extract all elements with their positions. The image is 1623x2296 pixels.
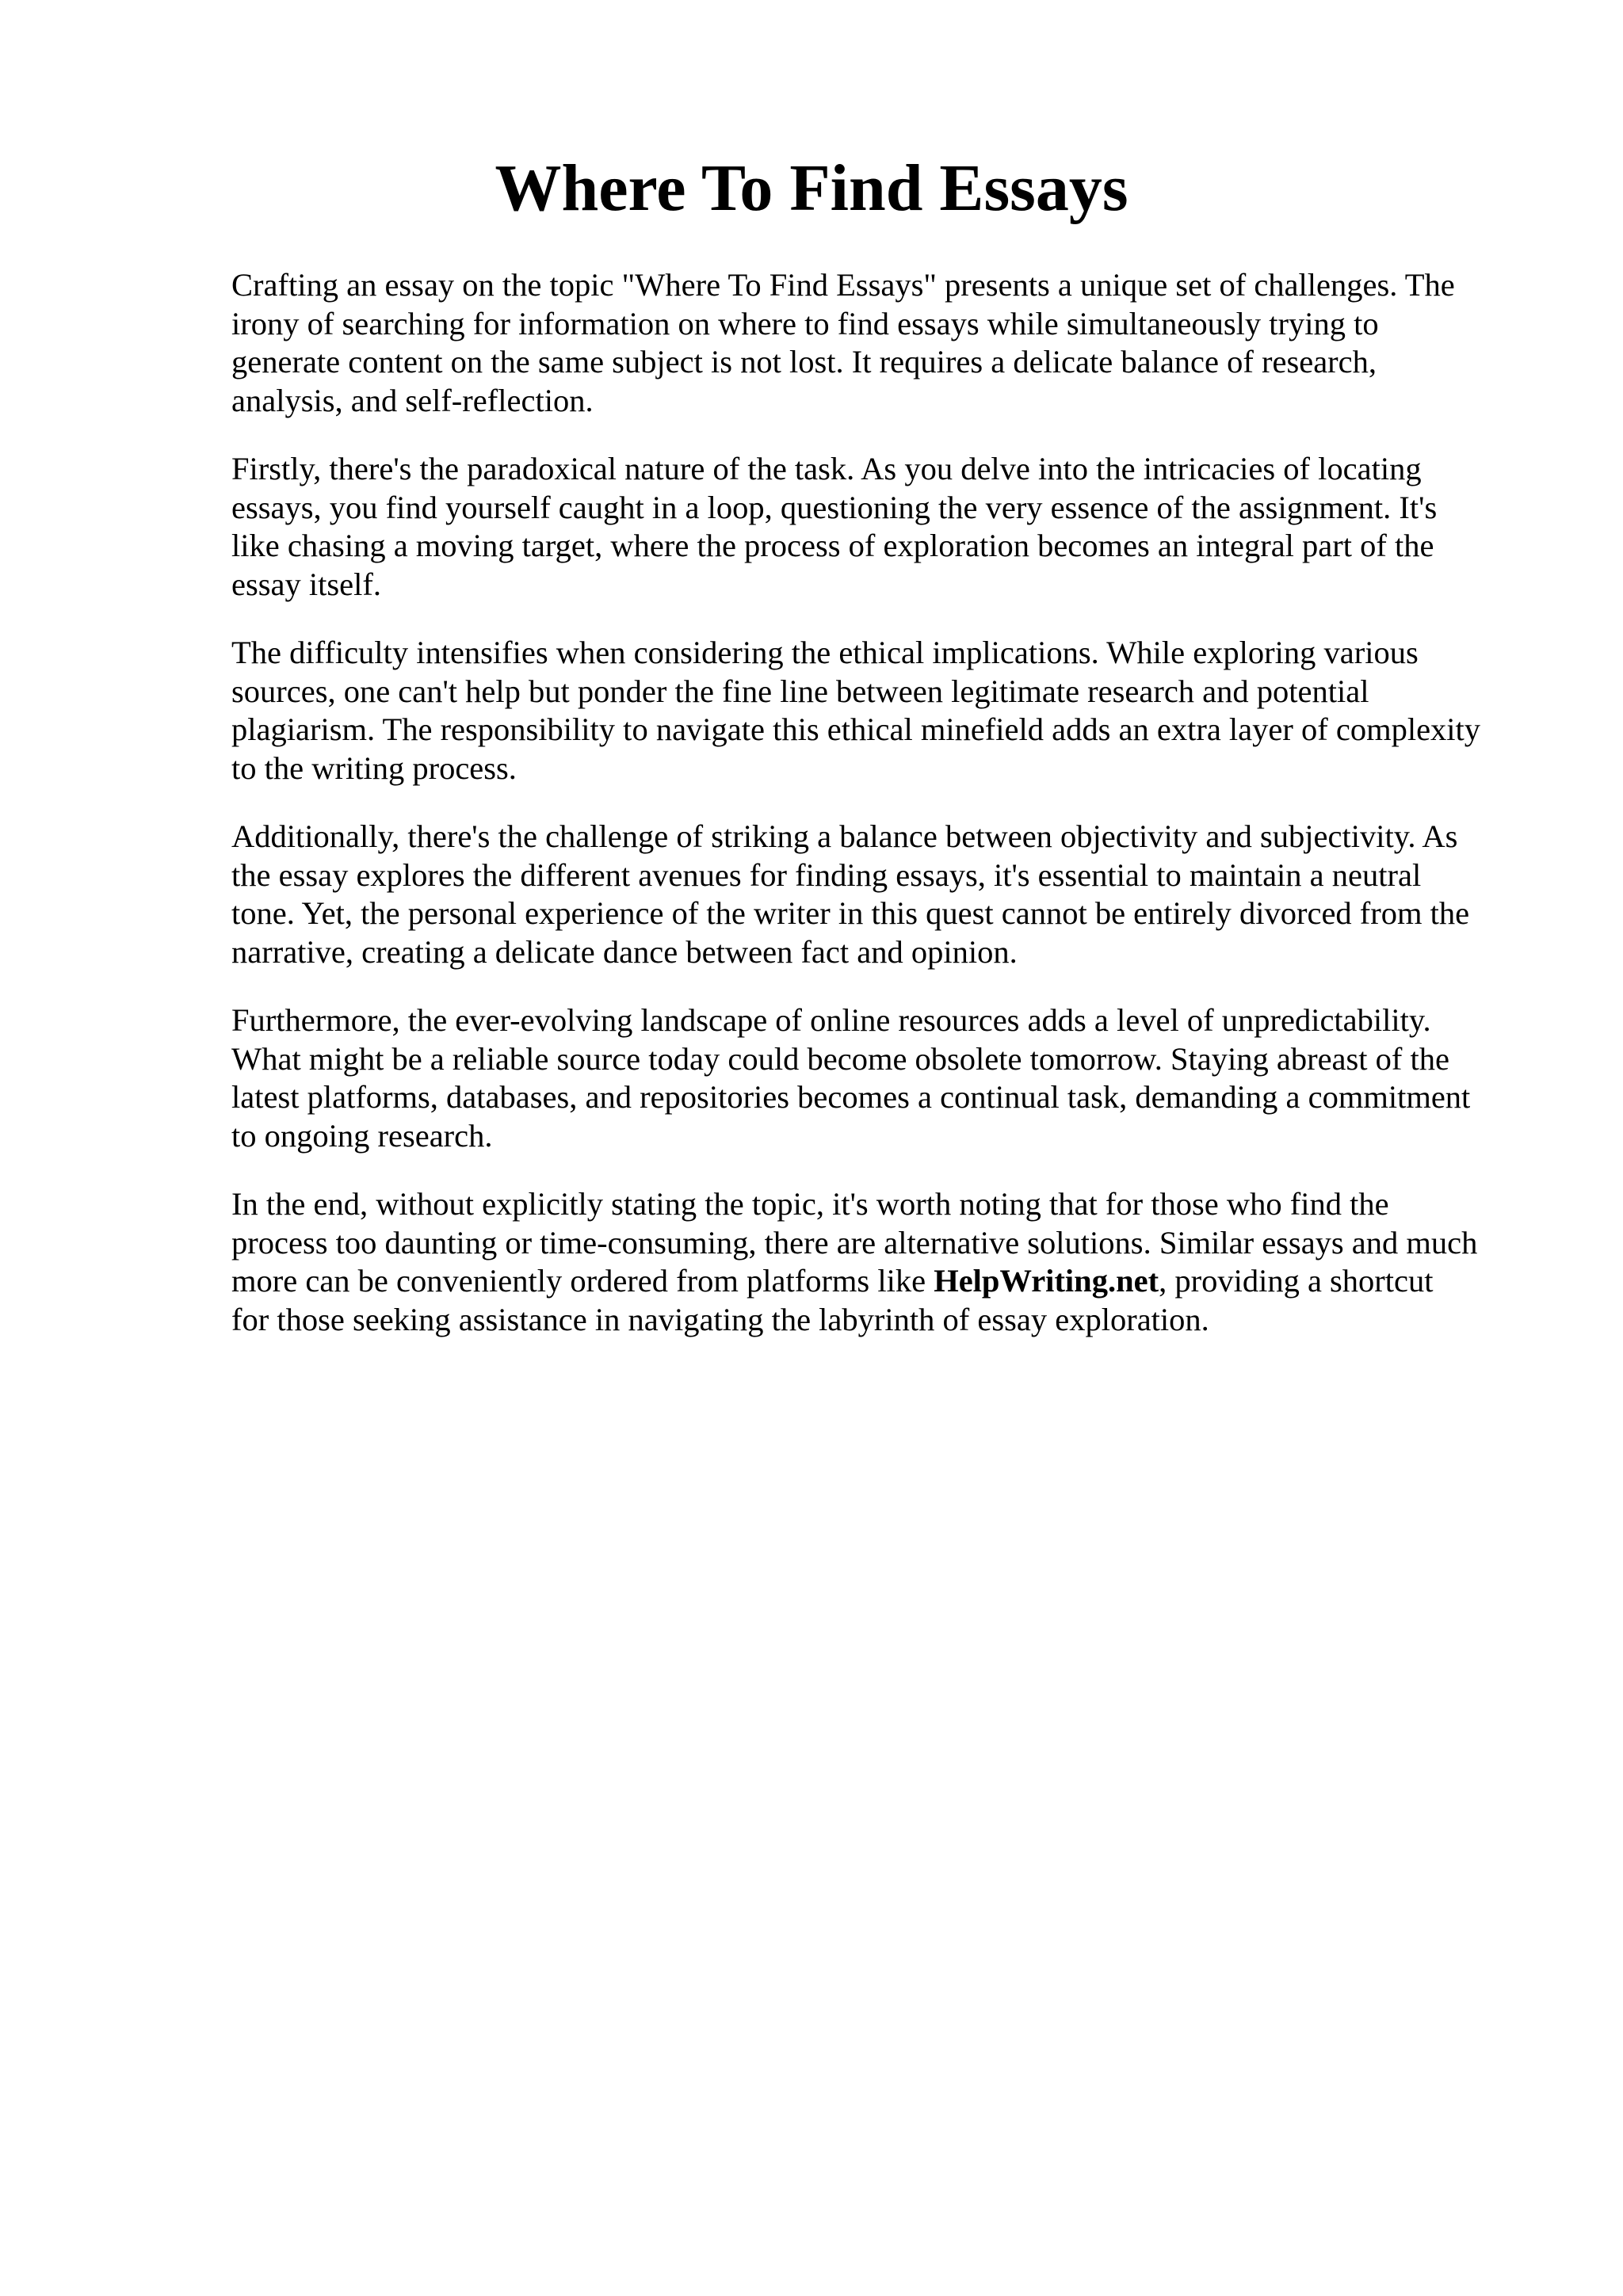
- helpwriting-link[interactable]: HelpWriting.net: [934, 1263, 1159, 1299]
- text-line: essays, you find yourself caught in a loop, questioning the very essence of the assignment. It's: [231, 489, 1438, 525]
- text-line: In the end, without explicitly stating the topic, it's worth noting that for those who find the: [231, 1186, 1389, 1222]
- text-line: sources, one can't help but ponder the fine line between legitimate research and potential: [231, 673, 1369, 709]
- text-line: like chasing a moving target, where the process of exploration becomes an integral part of the: [231, 528, 1434, 563]
- text-line: for those seeking assistance in navigating the labyrinth of essay exploration.: [231, 1301, 1209, 1337]
- text-line: the essay explores the different avenues for finding essays, it's essential to maintain a neutral: [231, 856, 1422, 893]
- text-line: to ongoing research.: [231, 1117, 493, 1154]
- text-line: narrative, creating a delicate dance between fact and opinion.: [231, 933, 1018, 970]
- text-line: generate content on the same subject is not lost. It requires a delicate balance of research,: [231, 344, 1377, 379]
- text-line: analysis, and self-reflection.: [231, 382, 594, 418]
- text-line: Furthermore, the ever-evolving landscape of online resources adds a level of unpredictability.: [231, 1002, 1431, 1038]
- text-line: What might be a reliable source today could become obsolete tomorrow. Staying abreast of the: [231, 1040, 1450, 1077]
- text-line: essay itself.: [231, 566, 381, 602]
- paragraph-2: [231, 450, 1531, 604]
- text-line: to the writing process.: [231, 749, 517, 786]
- text-segment: , providing a shortcut: [1159, 1263, 1434, 1299]
- essay-body: [231, 266, 1531, 1369]
- text-line: irony of searching for information on where to find essays while simultaneously trying to: [231, 305, 1379, 341]
- text-segment: more can be conveniently ordered from platforms like: [231, 1263, 934, 1299]
- text-line: tone. Yet, the personal experience of the writer in this quest cannot be entirely divorced from the: [231, 895, 1470, 931]
- text-line-with-link: [231, 1262, 1531, 1301]
- paragraph-5: [231, 1001, 1531, 1155]
- text-line: Firstly, there's the paradoxical nature of the task. As you delve into the intricacies of locating: [231, 451, 1422, 486]
- paragraph-3: [231, 634, 1531, 788]
- paragraph-4: [231, 818, 1531, 971]
- text-line: plagiarism. The responsibility to navigate this ethical minefield adds an extra layer of complexity: [231, 711, 1481, 747]
- text-line: Crafting an essay on the topic "Where To Find Essays" presents a unique set of challenges. The: [231, 267, 1455, 303]
- text-line: Additionally, there's the challenge of striking a balance between objectivity and subjectivity. As: [231, 818, 1458, 854]
- text-line: latest platforms, databases, and repositories becomes a continual task, demanding a commitment: [231, 1079, 1471, 1115]
- paragraph-6: [231, 1185, 1531, 1339]
- page-title: Where To Find Essays: [495, 151, 1128, 225]
- paragraph-1: [231, 266, 1531, 420]
- text-line: process too daunting or time-consuming, there are alternative solutions. Similar essays and much: [231, 1224, 1478, 1261]
- text-line: The difficulty intensifies when considering the ethical implications. While exploring various: [231, 635, 1419, 670]
